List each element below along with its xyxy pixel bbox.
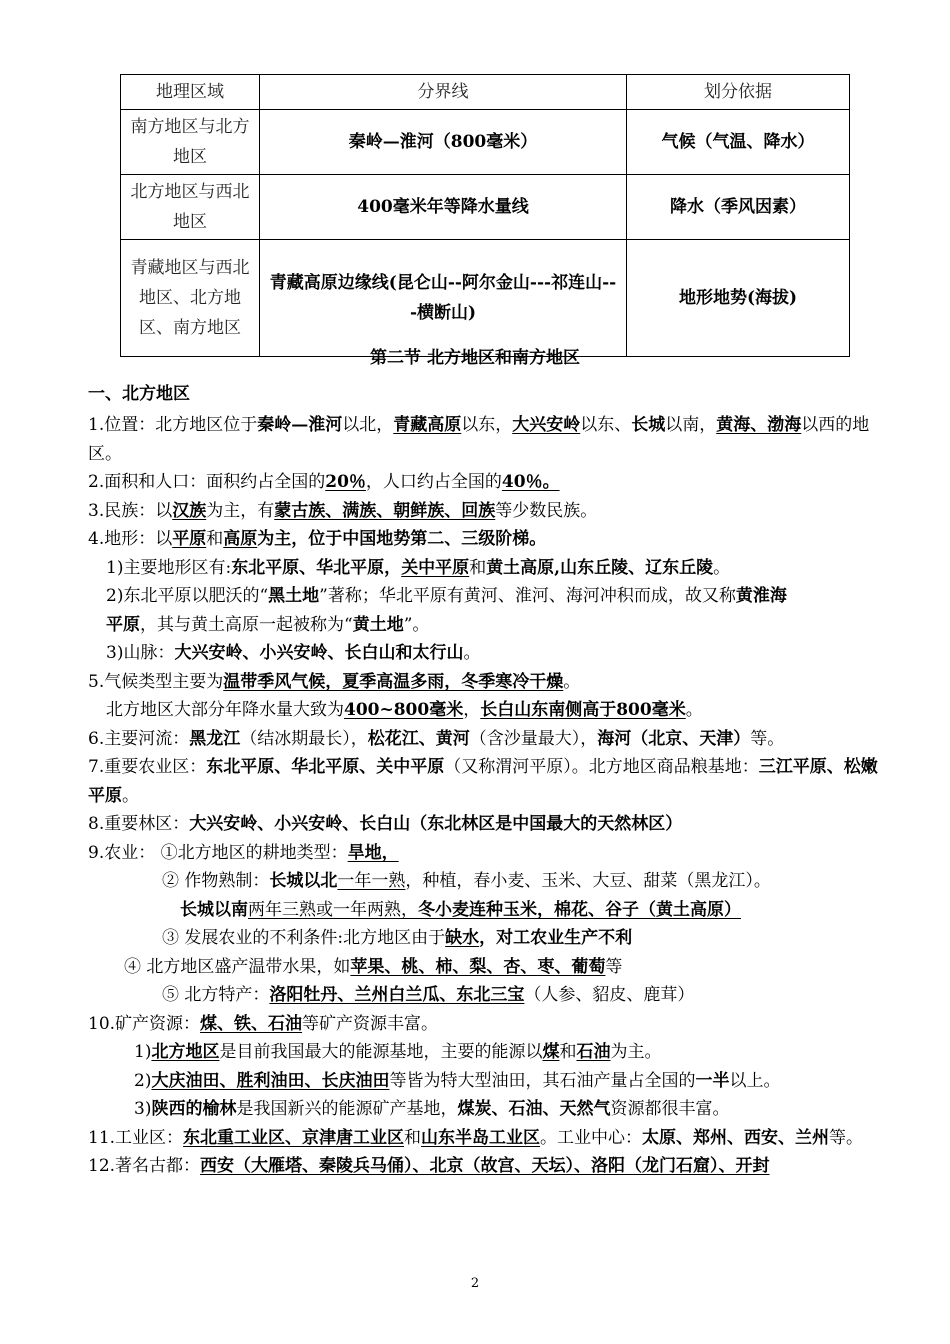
text: 等皆为特大型油田，其石油产量占全国的 — [389, 1070, 696, 1091]
text: 3)山脉： — [106, 643, 175, 663]
text: ，其与黄土高原一起被称为“ — [140, 614, 353, 635]
text: ⑤ 北方特产： — [162, 985, 270, 1005]
text: 两年三熟或一年两熟， — [248, 899, 418, 920]
text: 大兴安岭 — [512, 415, 581, 435]
text: 1)主要地形区有: — [106, 557, 232, 578]
text: ”。 — [403, 614, 430, 635]
table-header-cell: 划分依据 — [627, 75, 850, 110]
paragraph-location — [88, 411, 884, 468]
paragraph-minerals-3 — [88, 1095, 884, 1124]
text: 以上。 — [729, 1070, 781, 1091]
text: 一半 — [695, 1070, 730, 1091]
text: 以北， — [342, 415, 394, 435]
text: 蒙古族、满族、朝鲜族、回族 — [274, 500, 496, 521]
text: 1.位置：北方地区位于 — [88, 415, 258, 435]
text: 黑土地 — [268, 586, 320, 606]
text: 松花江、黄河 — [367, 728, 470, 749]
paragraph-precipitation — [88, 696, 884, 725]
text: 黑龙江 — [189, 728, 241, 749]
text: ③ 发展农业的不利条件:北方地区由于 — [162, 928, 446, 948]
text: 大兴安岭、小兴安岭、长白山（东北林区是中国最大的天然林区） — [189, 814, 683, 834]
text: （结冰期最长）， — [240, 728, 368, 749]
text: ， — [463, 700, 481, 720]
text: 1) — [134, 1042, 152, 1062]
paragraph-ancient-capitals — [88, 1152, 884, 1181]
table-cell-region: 北方地区与西北地区 — [121, 175, 260, 240]
table-cell-region: 青藏地区与西北地区、北方地区、南方地区 — [121, 240, 260, 357]
text: 资源都很丰富。 — [610, 1099, 730, 1119]
text: 9.农业： ①北方地区的耕地类型： — [88, 842, 348, 863]
table-cell-boundary: 青藏高原边缘线(昆仑山--阿尔金山---祁连山---横断山) — [260, 240, 627, 357]
text: 西安（大雁塔、秦陵兵马俑）、北京（故宫、天坛）、洛阳（龙门石窟）、开封 — [200, 1156, 770, 1176]
text: 以南， — [665, 415, 717, 435]
text: 黄土高原,山东丘陵、辽东丘陵 — [486, 557, 714, 578]
text: 是目前我国最大的能源基地，主要的能源以 — [219, 1042, 543, 1062]
text: 以西的地区。 — [88, 415, 870, 464]
table-row — [121, 240, 850, 357]
text: 冬小麦连种玉米，棉花、谷子（黄土高原） — [418, 899, 741, 920]
text: 。工业中心： — [540, 1127, 643, 1148]
text: 。 — [122, 785, 139, 806]
text: 等矿产资源丰富。 — [302, 1013, 439, 1034]
text: 2.面积和人口：面积约占全国的 — [88, 472, 326, 492]
paragraph-climate — [88, 668, 884, 697]
text: 12.著名古都： — [88, 1156, 201, 1176]
table-cell-boundary: 秦岭—淮河（800毫米） — [260, 110, 627, 175]
text: 汉族 — [172, 500, 207, 521]
paragraph-terrain-2 — [88, 582, 884, 611]
text: 温带季风气候，夏季高温多雨，冬季寒冷干燥 — [223, 671, 564, 692]
text: 洛阳牡丹、兰州白兰瓜、东北三宝 — [269, 985, 525, 1005]
region-boundary-table — [120, 74, 850, 357]
paragraph-rivers — [88, 725, 884, 754]
paragraph-farming-2 — [88, 867, 884, 896]
text: 等 — [605, 956, 623, 977]
text: 40％。 — [501, 472, 560, 492]
text: 北方地区大部分年降水量大致为 — [106, 700, 344, 720]
text: 煤 — [542, 1042, 560, 1062]
text: 关中平原 — [401, 557, 470, 578]
text: 和 — [404, 1127, 422, 1148]
text: ，种植，春小麦、玉米、大豆、甜菜（黑龙江）。 — [405, 871, 771, 891]
text: 长白山东南侧高于800毫米 — [480, 700, 686, 720]
text: 400~800毫米 — [344, 700, 464, 720]
text: 。 — [685, 700, 703, 720]
paragraph-terrain — [88, 525, 884, 554]
text: ，对工农业生产不利 — [479, 928, 633, 948]
paragraph-area-population — [88, 468, 884, 497]
text: 东北平原、华北平原， — [231, 557, 402, 578]
text: （又称渭河平原）。北方地区商品粮基地： — [444, 757, 759, 777]
table-cell-basis: 地形地势(海拔) — [627, 240, 850, 357]
text: 2)东北平原以肥沃的“ — [106, 586, 269, 606]
text: 青藏高原 — [393, 415, 462, 435]
text: 平原 — [172, 529, 207, 549]
text: 和 — [559, 1042, 577, 1062]
table-header-cell: 地理区域 — [121, 75, 260, 110]
text: 东北平原、华北平原、关中平原 — [206, 757, 445, 777]
paragraph-ethnic — [88, 497, 884, 526]
text: 大兴安岭、小兴安岭、长白山和太行山 — [174, 643, 464, 663]
text: 8.重要林区： — [88, 814, 190, 834]
paragraph-terrain-1 — [88, 554, 884, 583]
text: 黄淮海 — [735, 586, 787, 606]
text: 陕西的榆林 — [151, 1099, 237, 1119]
text: 长城以南 — [180, 899, 248, 920]
text: 5.气候类型主要为 — [88, 671, 224, 692]
section-title: 第二节 北方地区和南方地区 — [370, 348, 580, 368]
paragraph-minerals-2 — [88, 1067, 884, 1096]
text: 3.民族：以 — [88, 500, 173, 521]
text: 东北重工业区、京津唐工业区 — [183, 1127, 405, 1148]
text: 长城以北 — [269, 871, 338, 891]
text: ② 作物熟制： — [162, 871, 270, 891]
paragraph-terrain-2-cont — [88, 611, 884, 640]
text: ”著称；华北平原有黄河、淮河、海河冲积而成，故又称 — [319, 586, 736, 606]
text: 秦岭—淮河 — [257, 415, 343, 435]
paragraph-minerals-1 — [88, 1038, 884, 1067]
text: 长城 — [631, 415, 666, 435]
text: 10.矿产资源： — [88, 1013, 201, 1034]
text: 煤炭、石油、天然气 — [457, 1099, 611, 1119]
paragraph-minerals — [88, 1010, 884, 1039]
text: 等少数民族。 — [495, 500, 598, 521]
text: 4.地形：以 — [88, 529, 173, 549]
text: 以东、 — [580, 415, 632, 435]
text: 山东半岛工业区 — [421, 1127, 541, 1148]
text: 为主，有 — [206, 500, 275, 521]
table-cell-basis: 气候（气温、降水） — [627, 110, 850, 175]
text: 三江平原、松嫩平原 — [88, 757, 878, 806]
text: 北方地区 — [151, 1042, 220, 1062]
text: 11.工业区： — [88, 1127, 184, 1148]
text: 7.重要农业区： — [88, 757, 207, 777]
text: 3) — [134, 1099, 152, 1119]
paragraph-agriculture-areas — [88, 753, 884, 810]
text: 。 — [463, 643, 481, 663]
text: （人参、貂皮、鹿茸） — [524, 985, 695, 1005]
text: 。 — [713, 557, 731, 578]
text: 20％ — [325, 472, 366, 492]
table-cell-region: 南方地区与北方地区 — [121, 110, 260, 175]
text: 煤、铁、石油 — [200, 1013, 303, 1034]
text: 等。 — [829, 1127, 864, 1148]
text: 以东， — [461, 415, 513, 435]
paragraph-farming — [88, 839, 884, 868]
text: 和 — [469, 557, 487, 578]
table-cell-boundary: 400毫米年等降水量线 — [260, 175, 627, 240]
text: 是我国新兴的能源矿产基地， — [236, 1099, 458, 1119]
text: 一年一熟 — [337, 871, 406, 891]
text: 为主，位于中国地势第二、三级阶梯。 — [257, 529, 547, 549]
heading-north-region: 一、北方地区 — [88, 384, 190, 404]
paragraph-farming-3 — [88, 924, 884, 953]
text: 高原 — [223, 529, 258, 549]
text: 缺水 — [445, 928, 480, 948]
text: 旱地， — [347, 842, 399, 863]
text: 2) — [134, 1070, 152, 1091]
paragraph-forests — [88, 810, 884, 839]
table-header-cell: 分界线 — [260, 75, 627, 110]
table-header-row — [121, 75, 850, 110]
paragraph-farming-2-cont — [88, 896, 884, 925]
paragraph-farming-5 — [88, 981, 884, 1010]
text: 黄土地 — [352, 614, 404, 635]
paragraph-farming-4 — [88, 953, 884, 982]
page-number: 2 — [470, 1276, 480, 1291]
text: 。 — [563, 671, 581, 692]
document-body — [88, 377, 884, 1181]
paragraph-terrain-3 — [88, 639, 884, 668]
paragraph-industry — [88, 1124, 884, 1153]
text: 6.主要河流： — [88, 728, 190, 749]
table-row — [121, 110, 850, 175]
text: ，人口约占全国的 — [365, 472, 502, 492]
text: 和 — [206, 529, 224, 549]
text: 平原 — [106, 614, 140, 635]
text: 海河（北京、天津） — [597, 728, 751, 749]
table-cell-basis: 降水（季风因素） — [627, 175, 850, 240]
text: （含沙量最大）， — [469, 728, 598, 749]
text: 黄海、渤海 — [716, 415, 802, 435]
table-row — [121, 175, 850, 240]
text: 石油 — [576, 1042, 611, 1062]
text: 等。 — [750, 728, 785, 749]
text: 大庆油田、胜利油田、长庆油田 — [151, 1070, 390, 1091]
text: ④ 北方地区盛产温带水果，如 — [124, 956, 351, 977]
text: 为主。 — [610, 1042, 662, 1062]
text: 苹果、桃、柿、梨、杏、枣、葡萄 — [350, 956, 606, 977]
text: 太原、郑州、西安、兰州 — [642, 1127, 830, 1148]
